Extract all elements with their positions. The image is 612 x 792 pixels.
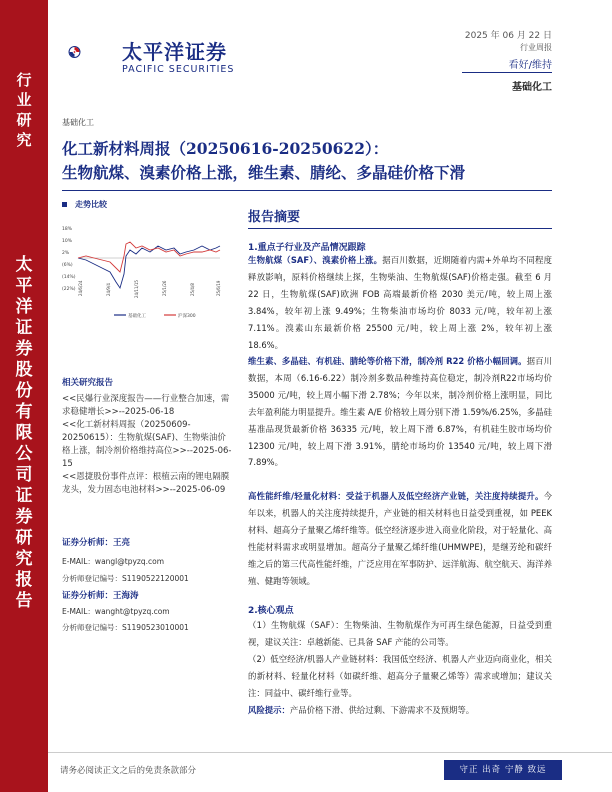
report-title-line2: 生物航煤、溴素价格上涨，维生素、腈纶、多晶硅价格下滑 [62, 163, 466, 182]
logo-english-name: PACIFIC SECURITIES [122, 64, 235, 75]
title-divider [62, 190, 552, 191]
x-tick: 24/11/15 [134, 280, 139, 298]
summary-divider [248, 228, 552, 229]
company-motto: 守正 出奇 宁静 致远 [444, 760, 562, 780]
analyst-1-email[interactable]: E-MAIL：wangl@tpyzq.com [62, 557, 165, 566]
risk-warning: 风险提示：产品价格下滑、供给过剩、下游需求不及预期等。 [248, 705, 475, 715]
x-tick: 25/4/8 [190, 283, 195, 296]
y-tick: (22%) [62, 287, 76, 292]
x-tick: 24/6/24 [78, 280, 83, 296]
section-heading-2: 2.核心观点 [248, 606, 294, 616]
risk-label: 风险提示： [248, 705, 290, 715]
sector-label: 基础化工 [62, 118, 94, 127]
summary-paragraph-3: 高性能纤维/轻量化材料：受益于机器人及低空经济产业链，关注度持续提升。今年以来，机器人的关注度持续提升，产业链的相关材料也日益受到重视，如 PEEK 材料、超高分子量聚乙烯纤维等。低空经济逐步进入商业化阶段，对于轻量化、高性能材料需求或明显增加。超高分子量聚乙烯纤维(UHMWPE)，是继芳纶和碳纤维之后的第三代高性能纤维，广泛应用在军事防护、远洋航海、航空航天、海洋养殖、健跑等领域。 [248, 491, 552, 586]
report-type: 行业周报 [520, 43, 552, 52]
y-tick: (14%) [62, 275, 76, 280]
paragraph-highlight: 高性能纤维/轻量化材料：受益于机器人及低空经济产业链，关注度持续提升。 [248, 491, 544, 501]
related-report-item[interactable]: <<民爆行业深度报告——行业整合加速，需求稳健增长>>--2025-06-18 [62, 394, 230, 417]
summary-paragraph-1: 生物航煤（SAF）、溴素价格上涨。据百川数据，近期随着内需+外单均不同程度释放影响，原料价格继续上探，生物柴油、生物航煤(SAF)价格走强。截至 6 月 22 日，生物航煤(SAF)欧洲 FOB 高端最新价格 2030 美元/吨，较上周上涨 3.84%，较年初上涨 9.49%；生物柴油市场均价 8033 元/吨，较年初上涨 7.11%。溴素山东最新价格 25500 元/吨，较上周上涨 2%，较年初上涨 18.6%。 [248, 255, 552, 350]
trend-chart [60, 212, 235, 322]
footer-divider [48, 752, 612, 753]
logo-chinese-name: 太平洋证券 [122, 40, 227, 64]
header-divider [462, 72, 552, 73]
legend-label-b: 沪深300 [178, 314, 196, 319]
y-tick: (6%) [62, 263, 73, 268]
company-logo-icon [68, 26, 120, 78]
disclaimer-note: 请务必阅读正文之后的免责条款部分 [60, 766, 197, 776]
analyst-1-cert: 分析师登记编号：S1190522120001 [62, 574, 189, 583]
x-tick: 25/6/19 [216, 280, 221, 296]
analyst-2-email[interactable]: E-MAIL：wanght@tpyzq.com [62, 607, 170, 616]
report-title [62, 137, 552, 185]
trend-section-title: 走势比较 [62, 199, 107, 210]
x-tick: 25/1/26 [162, 280, 167, 296]
y-tick: 18% [62, 227, 73, 232]
related-reports-list [62, 393, 234, 497]
y-tick: 2% [62, 251, 70, 256]
report-date: 2025 年 06 月 22 日 [464, 31, 552, 41]
legend-label-a: 基础化工 [128, 314, 146, 319]
industry-rating: 看好/维持 [508, 60, 552, 71]
x-tick: 24/9/4 [106, 283, 111, 296]
series-line-b [78, 242, 220, 272]
related-reports-title: 相关研究报告 [62, 378, 114, 388]
analyst-1-name: 证券分析师：王亮 [62, 538, 131, 548]
view-point-2: （2）低空经济/机器人产业链材料：我国低空经济、机器人产业迈向商业化，相关的新材料、轻量化材料（如碳纤维、超高分子量聚乙烯等）需求或增加；建议关注：同益中、碳纤维行业等。 [248, 654, 552, 698]
industry-name: 基础化工 [512, 82, 552, 93]
summary-title: 报告摘要 [248, 210, 301, 225]
paragraph-highlight: 维生素、多晶硅、有机硅、腈纶等价格下滑，制冷剂 R22 价格小幅回调。 [248, 356, 527, 366]
square-bullet-icon [62, 202, 67, 207]
paragraph-highlight: 生物航煤（SAF）、溴素价格上涨。 [248, 255, 383, 265]
analyst-2-cert: 分析师登记编号：S1190523010001 [62, 623, 189, 632]
related-report-item[interactable]: <<恩捷股份事件点评：根植云南的锂电隔膜龙头，发力固态电池材料>>--2025-06-09 [62, 472, 230, 495]
view-point-1: （1）生物航煤（SAF）：生物柴油、生物航煤作为可再生绿色能源，日益受到重视，建议关注：卓越新能、已具备 SAF 产能的公司等。 [248, 620, 552, 647]
sidebar-company-label: 太 平 洋 证 券 股 份 有 限 公 司 证 券 研 究 报 告 [15, 255, 33, 611]
analyst-2-name: 证券分析师：王海涛 [62, 591, 139, 601]
sidebar-category-label: 行 业 研 究 [16, 71, 32, 149]
section-heading-1: 1.重点子行业及产品情况跟踪 [248, 243, 366, 253]
y-tick: 10% [62, 239, 73, 244]
related-report-item[interactable]: <<化工新材料周报（20250609-20250615）：生物航煤(SAF)、生物柴油价格上涨，制冷剂价格维持高位>>--2025-06-15 [62, 420, 232, 469]
summary-paragraph-2: 维生素、多晶硅、有机硅、腈纶等价格下滑，制冷剂 R22 价格小幅回调。据百川数据，本周（6.16-6.22）制冷剂多数品种维持高位稳定，制冷剂R22市场均价 35000 元/吨，较上周小幅下滑 2.78%；今年以来，制冷剂价格上涨明显，同比去年盈利能力明显提升。维生素 A/E 价格较上周分别下滑 1.59%/6.25%，多晶硅基准品现货最新价格 36335 元/吨，较上周下滑 6.87%，有机硅生胶市场均价 12300 元/吨，较上周下滑 3.91%，腈纶市场均价 13540 元/吨，较上周下滑 7.89%。 [248, 356, 552, 468]
report-title-line1: 化工新材料周报（20250616-20250622）： [62, 139, 389, 158]
